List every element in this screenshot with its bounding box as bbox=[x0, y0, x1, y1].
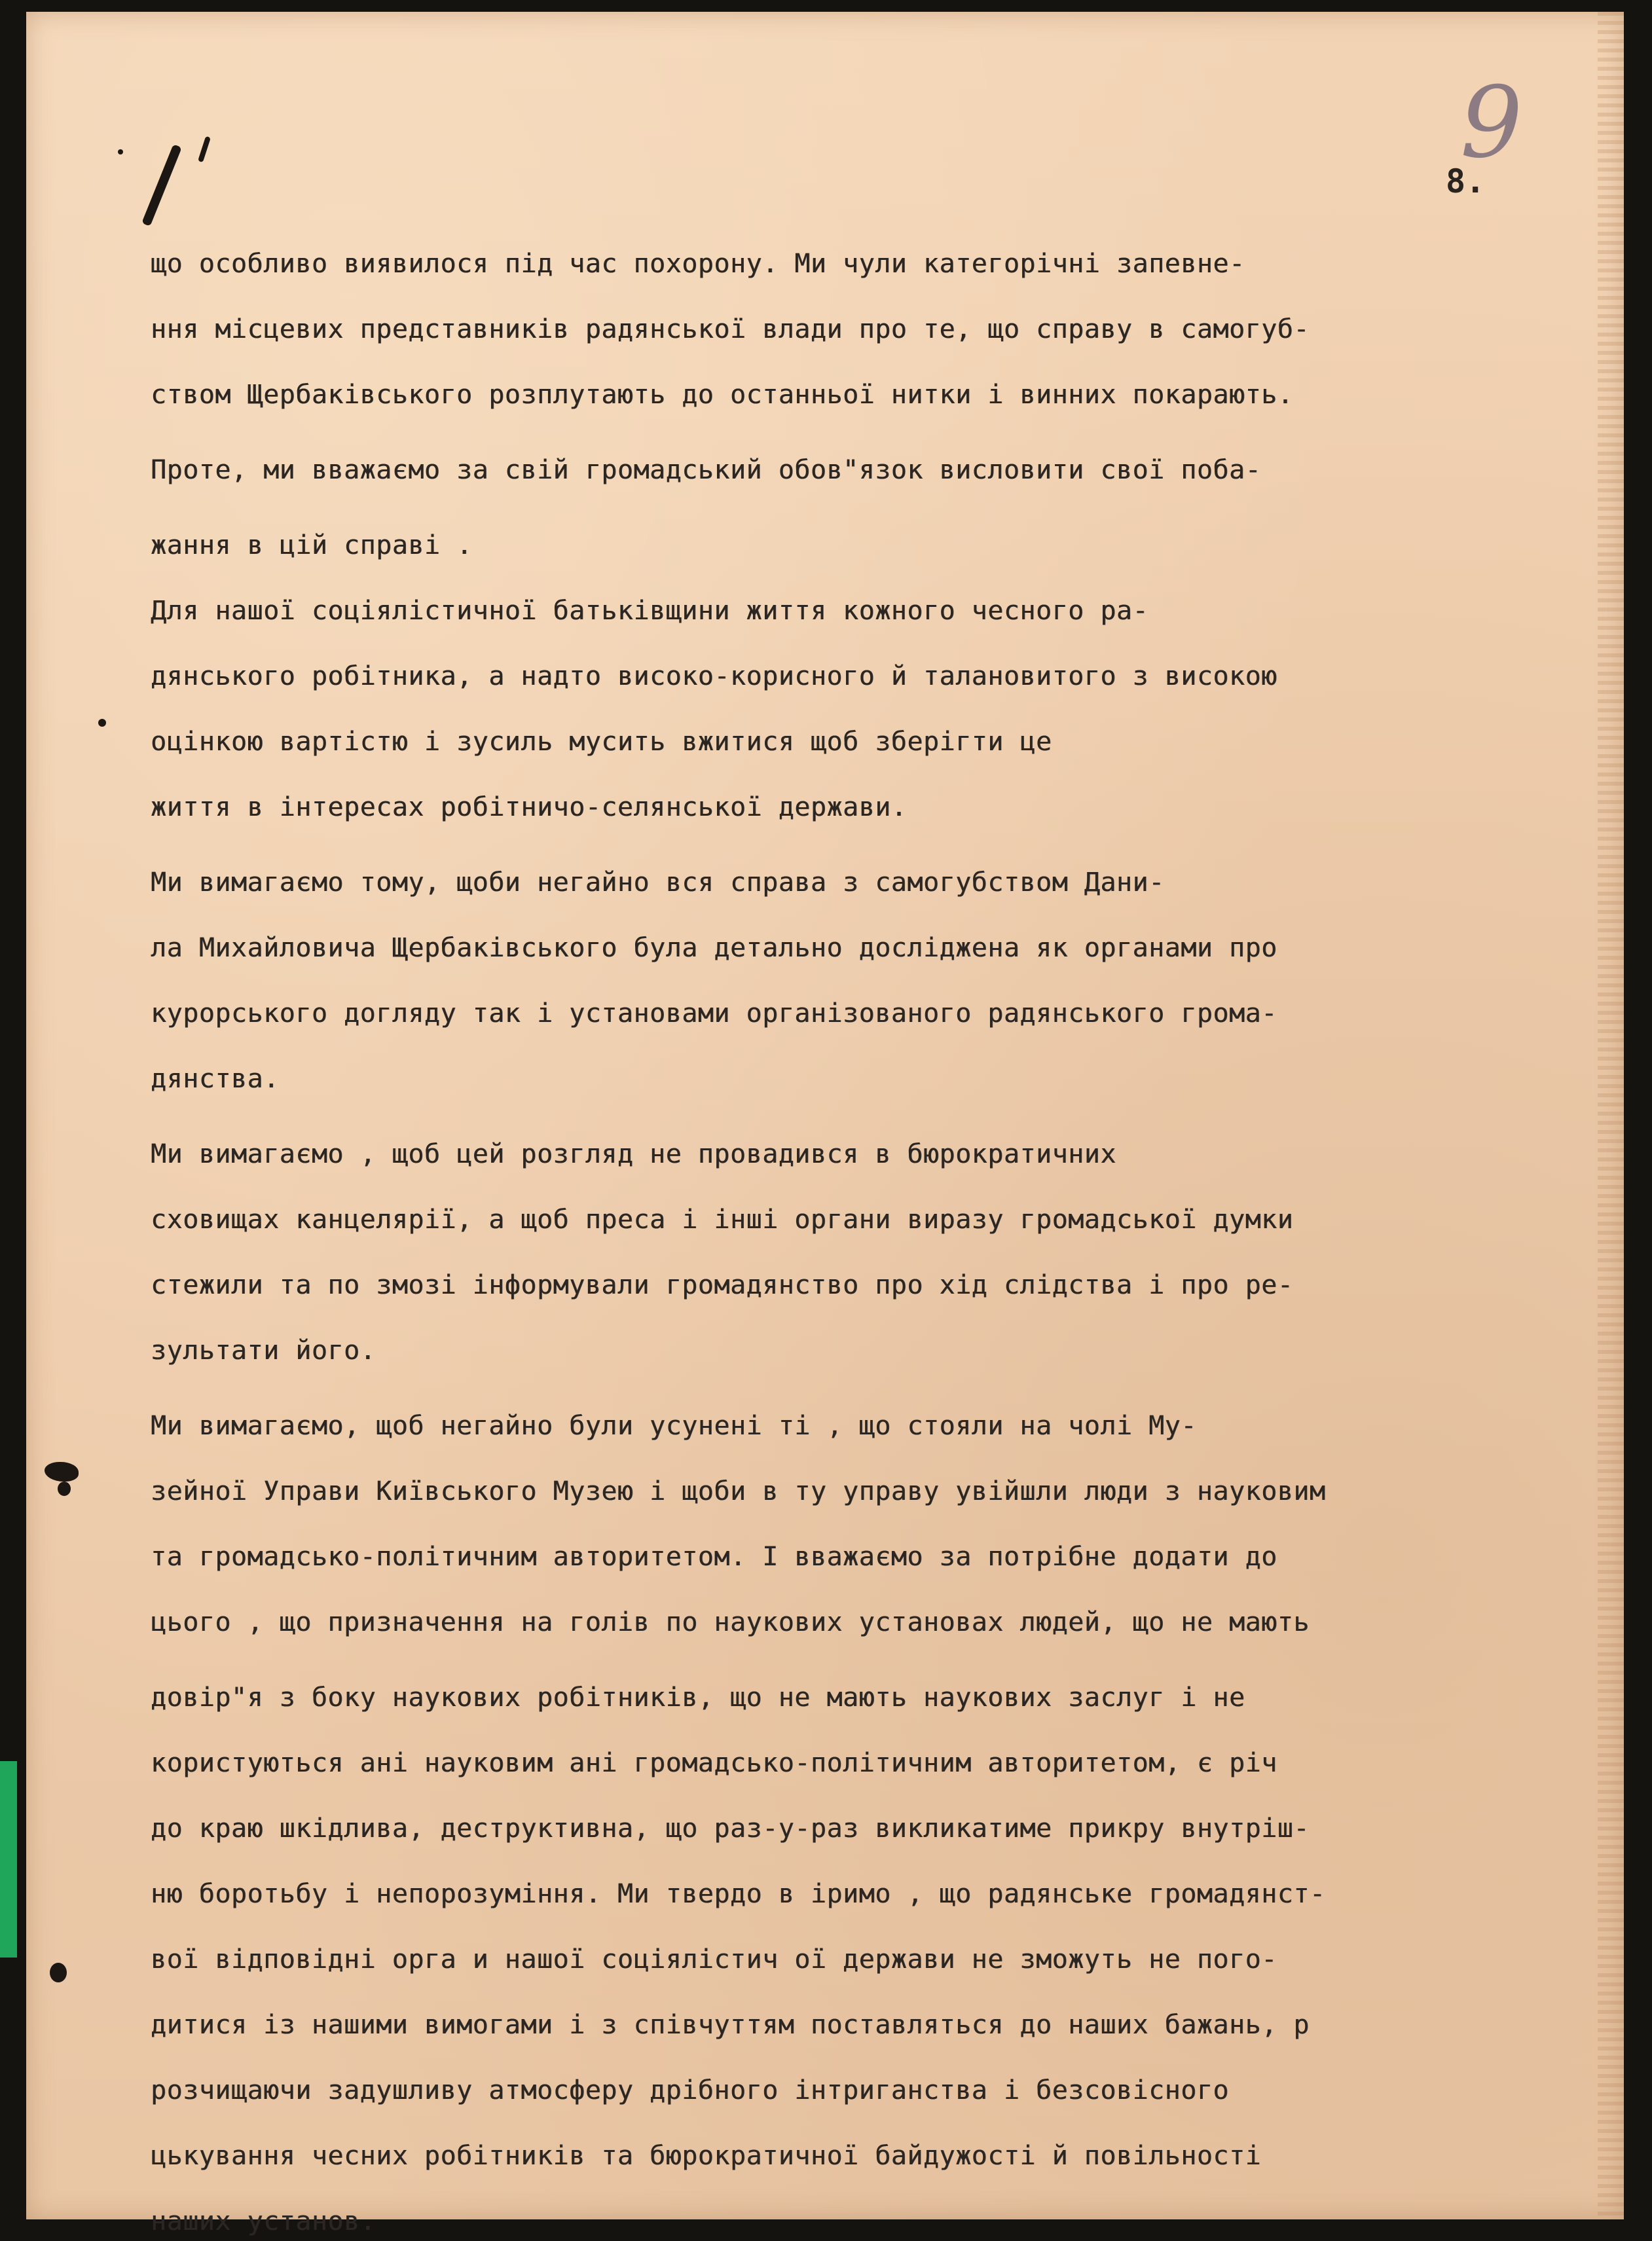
text-line: Ми вимагаємо , щоб цей розгляд не провадився в бюрократичних bbox=[151, 1139, 1116, 1169]
text-line: стежили та по змозі інформували громадянство про хід слідства і про ре- bbox=[151, 1270, 1294, 1300]
text-line: цього , що призначення на голів по наукових установах людей, що не мають bbox=[151, 1607, 1310, 1637]
ink-blot bbox=[58, 1482, 71, 1496]
text-line: курорського догляду так і установами організованого радянського грома- bbox=[151, 998, 1277, 1029]
text-line: зультати його. bbox=[151, 1336, 376, 1366]
ink-blot bbox=[50, 1963, 67, 1982]
page-number: 8. bbox=[1446, 162, 1486, 200]
text-line: до краю шкідлива, деструктивна, що раз-у-раз викликатиме прикру внутріш- bbox=[151, 1813, 1310, 1844]
text-line: ством Щербаківського розплутають до останньої нитки і винних покарають. bbox=[151, 380, 1294, 410]
ink-blot bbox=[45, 1462, 79, 1482]
paper-sheet bbox=[26, 12, 1624, 2236]
text-line: дянства. bbox=[151, 1064, 280, 1094]
text-line: жання в цій справі . bbox=[151, 530, 473, 560]
text-line: зейної Управи Київського Музею і щоби в ту управу увійшли люди з науковим bbox=[151, 1476, 1326, 1506]
pencil-stroke-mark bbox=[141, 144, 182, 227]
text-line: Ми вимагаємо тому, щоби негайно вся справа з самогубством Дани- bbox=[151, 867, 1165, 898]
text-line: що особливо виявилося під час похорону. Ми чули категорічні запевне- bbox=[151, 249, 1245, 279]
text-line: вої відповідні орга и нашої соціялістич ої держави не зможуть не пого- bbox=[151, 1944, 1277, 1975]
text-line: довір"я з боку наукових робітників, що не мають наукових заслуг і не bbox=[151, 1683, 1245, 1713]
pencil-tick-mark bbox=[198, 136, 211, 163]
text-line: розчищаючи задушливу атмосферу дрібного інтриганства і безсовісного bbox=[151, 2075, 1229, 2105]
dot-mark bbox=[98, 719, 106, 727]
typed-body-text bbox=[151, 231, 1630, 2241]
text-line: наших установ. bbox=[151, 2206, 376, 2236]
text-line: цькування чесних робітників та бюрократичної байдужості й повільності bbox=[151, 2141, 1262, 2171]
text-line: ню боротьбу і непорозуміння. Ми твердо в іримо , що радянське громадянст- bbox=[151, 1879, 1326, 1909]
text-line: Для нашої соціялістичної батьківщини життя кожного чесного ра- bbox=[151, 596, 1149, 626]
text-line: дянського робітника, а надто високо-корисного й талановитого з високою bbox=[151, 661, 1277, 691]
text-line: Проте, ми вважаємо за свій громадський обов"язок висловити свої поба- bbox=[151, 455, 1262, 485]
text-line: Ми вимагаємо, щоб негайно були усунені ті , що стояли на чолі Му- bbox=[151, 1411, 1197, 1441]
green-folder-tab bbox=[0, 1761, 17, 1958]
text-line: оцінкою вартістю і зусиль мусить вжитися щоб зберігти це bbox=[151, 727, 1052, 757]
text-line: дитися із нашими вимогами і з співчуттям поставляться до наших бажань, р bbox=[151, 2010, 1310, 2040]
text-line: сховищах канцелярії, а щоб преса і інші органи виразу громадської думки bbox=[151, 1205, 1294, 1235]
text-line: користуються ані науковим ані громадсько-політичним авторитетом, є річ bbox=[151, 1748, 1277, 1778]
text-line: ла Михайловича Щербаківського була детально досліджена як органами про bbox=[151, 933, 1277, 963]
text-line: та громадсько-політичним авторитетом. І вважаємо за потрібне додати до bbox=[151, 1542, 1277, 1572]
text-line: життя в інтересах робітничо-селянської держави. bbox=[151, 792, 908, 822]
dot-mark bbox=[118, 149, 123, 155]
text-line: ння місцевих представників радянської влади про те, що справу в самогуб- bbox=[151, 314, 1310, 344]
folio-number: 9 bbox=[1460, 66, 1523, 180]
